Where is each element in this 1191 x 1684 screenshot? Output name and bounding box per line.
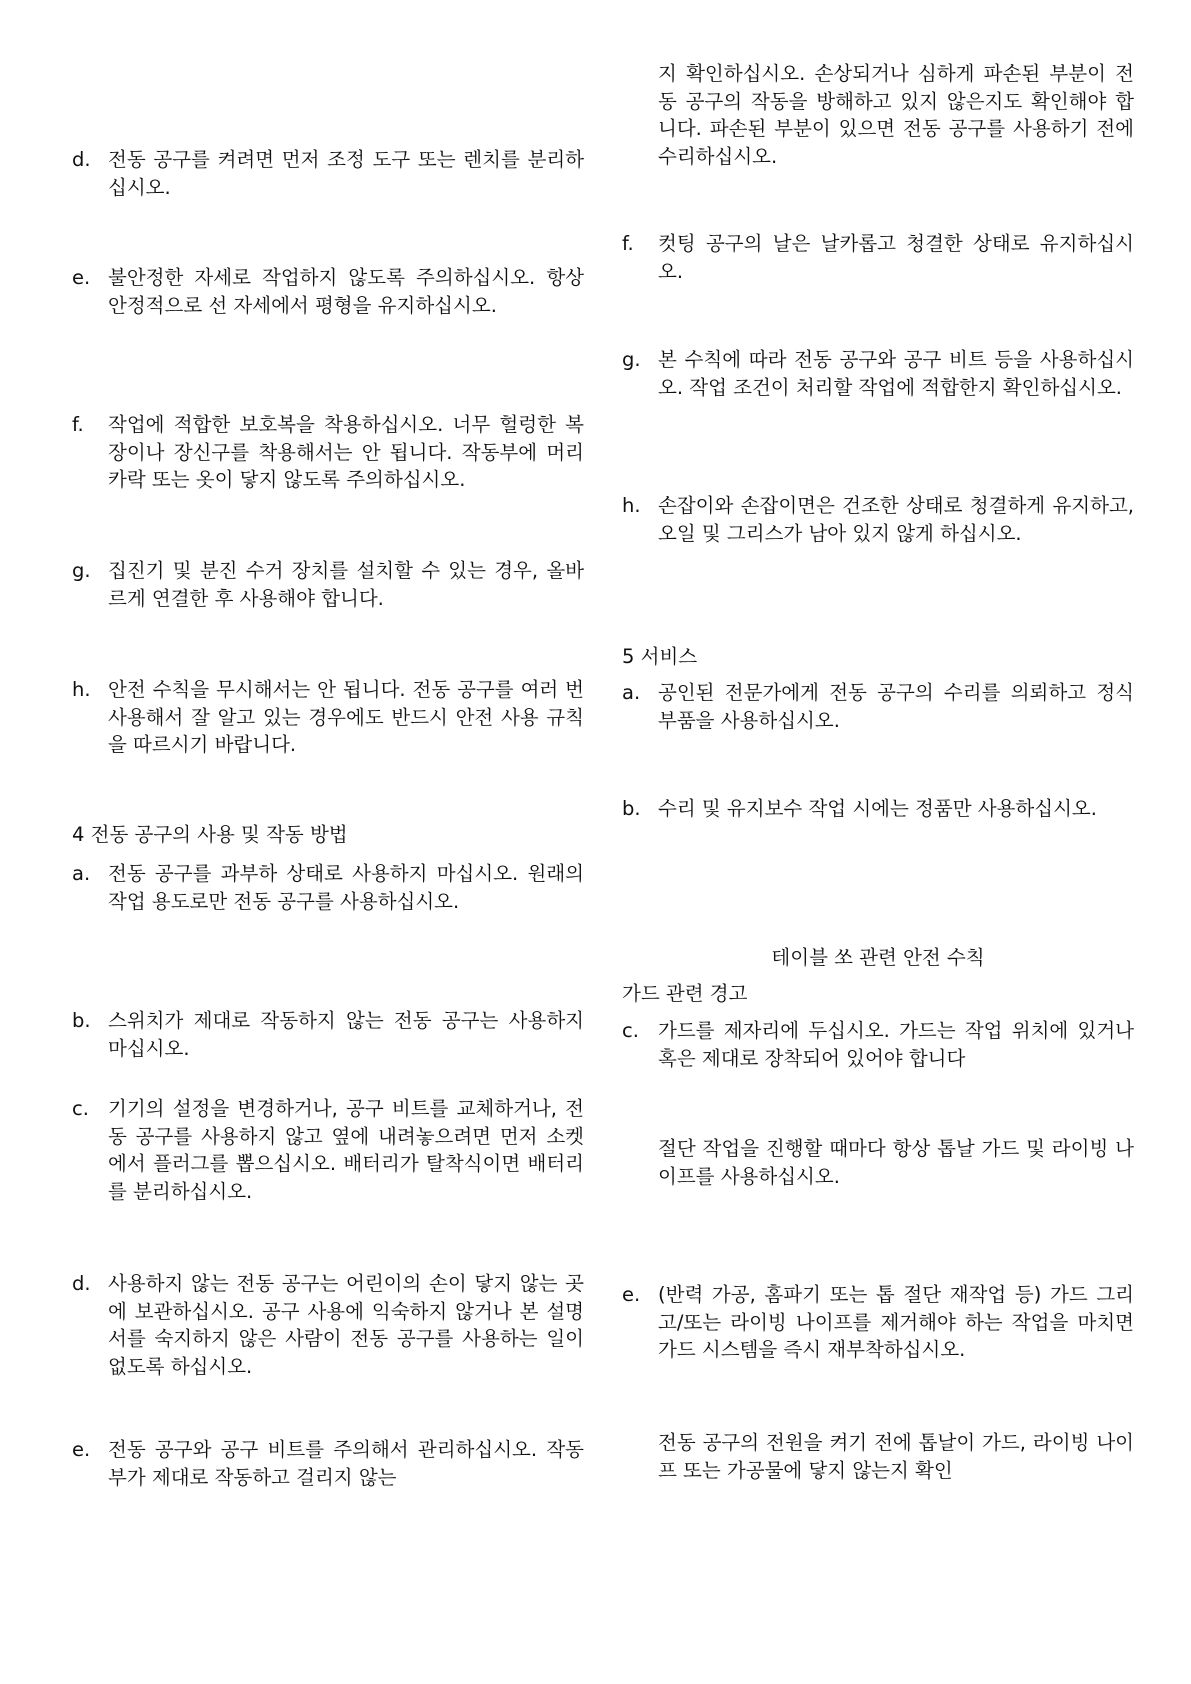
- list-marker: h.: [622, 494, 641, 517]
- list-marker: e.: [72, 1438, 91, 1461]
- list-item-text: 스위치가 제대로 작동하지 않는 전동 공구는 사용하지 마십시오.: [108, 1009, 584, 1060]
- section-heading: 5 서비스: [622, 645, 698, 668]
- list-item: [622, 1017, 1134, 1072]
- list-marker: d.: [72, 1272, 91, 1295]
- list-item: [72, 411, 584, 494]
- section-heading: 4 전동 공구의 사용 및 작동 방법: [72, 823, 348, 846]
- list-item: [622, 492, 1134, 547]
- list-item-text: 가드를 제자리에 두십시오. 가드는 작업 위치에 있거나 혹은 제대로 장착되어 있어야 합니다: [658, 1019, 1134, 1070]
- list-item: [622, 795, 1134, 823]
- list-marker: e.: [72, 266, 91, 289]
- list-marker: e.: [622, 1283, 641, 1306]
- list-item-text: 컷팅 공구의 날은 날카롭고 청결한 상태로 유지하십시오.: [658, 232, 1134, 283]
- left-column: [72, 0, 584, 1684]
- guard-warning-heading: 가드 관련 경고: [622, 982, 748, 1005]
- list-marker: h.: [72, 678, 91, 701]
- list-item-text: 안전 수칙을 무시해서는 안 됩니다. 전동 공구를 여러 번 사용해서 잘 알고 있는 경우에도 반드시 안전 사용 규칙을 따르시기 바랍니다.: [108, 678, 584, 756]
- list-item-text: 수리 및 유지보수 작업 시에는 정품만 사용하십시오.: [658, 797, 1097, 820]
- list-item: [72, 264, 584, 319]
- list-item-text: 작업에 적합한 보호복을 착용하십시오. 너무 헐렁한 복장이나 장신구를 착용해서는 안 됩니다. 작동부에 머리카락 또는 옷이 닿지 않도록 주의하십시오.: [108, 413, 584, 491]
- list-marker: a.: [72, 862, 91, 885]
- list-item: [622, 230, 1134, 285]
- right-column: [622, 0, 1134, 1684]
- list-marker: b.: [622, 797, 641, 820]
- list-marker: f.: [72, 413, 84, 436]
- list-item: [622, 679, 1134, 734]
- list-item: [72, 146, 584, 201]
- guard-paragraph: 절단 작업을 진행할 때마다 항상 톱날 가드 및 라이빙 나이프를 사용하십시오.: [658, 1137, 1134, 1188]
- list-item-text: 전동 공구와 공구 비트를 주의해서 관리하십시오. 작동부가 제대로 작동하고 걸리지 않는: [108, 1438, 584, 1489]
- table-saw-safety-title: 테이블 쏘 관련 안전 수칙: [771, 946, 985, 969]
- list-item: [72, 1007, 584, 1062]
- list-item: [622, 346, 1134, 401]
- list-item: [72, 676, 584, 759]
- list-item-text: 전동 공구를 과부하 상태로 사용하지 마십시오. 원래의 작업 용도로만 전동 공구를 사용하십시오.: [108, 862, 584, 913]
- list-item-text: 손잡이와 손잡이면은 건조한 상태로 청결하게 유지하고, 오일 및 그리스가 남아 있지 않게 하십시오.: [658, 494, 1134, 545]
- list-item-text: 기기의 설정을 변경하거나, 공구 비트를 교체하거나, 전동 공구를 사용하지 않고 옆에 내려놓으려면 먼저 소켓에서 플러그를 뽑으십시오. 배터리가 탈착식이면 배터리를 분리하십시오.: [108, 1097, 584, 1203]
- list-item-text: 사용하지 않는 전동 공구는 어린이의 손이 닿지 않는 곳에 보관하십시오. 공구 사용에 익숙하지 않거나 본 설명서를 숙지하지 않은 사람이 전동 공구를 사용하는 일이 없도록 하십시오.: [108, 1272, 584, 1378]
- list-marker: b.: [72, 1009, 91, 1032]
- list-item-text: 공인된 전문가에게 전동 공구의 수리를 의뢰하고 정식 부품을 사용하십시오.: [658, 681, 1134, 732]
- list-marker: d.: [72, 148, 91, 171]
- list-item-text: 집진기 및 분진 수거 장치를 설치할 수 있는 경우, 올바르게 연결한 후 사용해야 합니다.: [108, 559, 584, 610]
- list-item-text: (반력 가공, 홈파기 또는 톱 절단 재작업 등) 가드 그리고/또는 라이빙 나이프를 제거해야 하는 작업을 마치면 가드 시스템을 즉시 재부착하십시오.: [658, 1283, 1134, 1361]
- guard-paragraph: 전동 공구의 전원을 켜기 전에 톱날이 가드, 라이빙 나이프 또는 가공물에 닿지 않는지 확인: [658, 1431, 1134, 1482]
- list-item: [72, 1436, 584, 1491]
- list-item-text: 본 수칙에 따라 전동 공구와 공구 비트 등을 사용하십시오. 작업 조건이 처리할 작업에 적합한지 확인하십시오.: [658, 348, 1134, 399]
- list-item: [72, 557, 584, 612]
- list-marker: g.: [622, 348, 641, 371]
- list-item: [622, 1281, 1134, 1364]
- list-marker: a.: [622, 681, 641, 704]
- list-marker: c.: [622, 1019, 639, 1042]
- list-item: [72, 860, 584, 915]
- list-item-text: 불안정한 자세로 작업하지 않도록 주의하십시오. 항상 안정적으로 선 자세에서 평형을 유지하십시오.: [108, 266, 584, 317]
- continued-paragraph: 지 확인하십시오. 손상되거나 심하게 파손된 부분이 전동 공구의 작동을 방해하고 있지 않은지도 확인해야 합니다. 파손된 부분이 있으면 전동 공구를 사용하기 전에 수리하십시오.: [658, 62, 1134, 168]
- list-marker: g.: [72, 559, 91, 582]
- list-item: [72, 1270, 584, 1380]
- list-marker: f.: [622, 232, 634, 255]
- list-item: [72, 1095, 584, 1205]
- list-marker: c.: [72, 1097, 89, 1120]
- list-item-text: 전동 공구를 켜려면 먼저 조정 도구 또는 렌치를 분리하십시오.: [108, 148, 584, 199]
